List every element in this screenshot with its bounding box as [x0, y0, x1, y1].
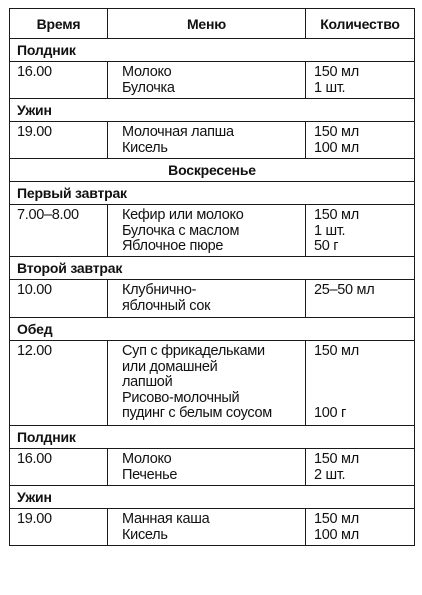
time-cell: 19.00: [10, 122, 108, 158]
menu-item: Клубнично-: [122, 282, 197, 298]
quantity-cell: [306, 280, 414, 317]
header-menu: Меню: [108, 9, 306, 38]
menu-cell: [108, 62, 306, 98]
menu-cell: [108, 341, 306, 425]
time-cell: 19.00: [10, 509, 108, 545]
menu-item: Кисель: [122, 526, 168, 543]
menu-item: Молочная лапша: [122, 124, 234, 140]
menu-item: Булочка: [122, 79, 175, 96]
time-cell: 10.00: [10, 280, 108, 317]
meal-heading: Полдник: [10, 425, 414, 448]
menu-item: или домашней: [122, 358, 218, 375]
menu-item: лапшой: [122, 374, 173, 390]
quantity-cell: [306, 449, 414, 485]
table-row: [10, 448, 414, 485]
menu-item: Молоко: [122, 64, 172, 80]
quantity-cell: [306, 341, 414, 425]
time-cell: 7.00–8.00: [10, 205, 108, 256]
menu-item: пудинг с белым соусом: [122, 405, 272, 421]
time-cell: 12.00: [10, 341, 108, 425]
quantity-value: 100 г: [314, 405, 347, 421]
menu-table: [9, 8, 415, 546]
menu-item: Манная каша: [122, 511, 210, 527]
table-row: [10, 121, 414, 158]
table-header: [10, 9, 414, 38]
menu-item: Кефир или молоко: [122, 207, 244, 223]
quantity-cell: [306, 62, 414, 98]
menu-item: Яблочное пюре: [122, 238, 224, 254]
meal-heading: Первый завтрак: [10, 181, 414, 204]
quantity-value: [314, 360, 414, 376]
quantity-value: 150 мл: [314, 511, 359, 527]
time-cell: 16.00: [10, 449, 108, 485]
header-quantity: Количество: [320, 15, 400, 32]
header-time: Время: [10, 9, 108, 38]
table-row: [10, 204, 414, 256]
menu-cell: [108, 509, 306, 545]
menu-cell: [108, 280, 306, 317]
meal-heading: Второй завтрак: [10, 256, 414, 279]
meal-heading: Ужин: [10, 485, 414, 508]
time-cell: 16.00: [10, 62, 108, 98]
menu-cell: [108, 449, 306, 485]
table-row: [10, 61, 414, 98]
quantity-value: [314, 375, 414, 391]
meal-heading: Ужин: [10, 98, 414, 121]
menu-item: Кисель: [122, 139, 168, 156]
menu-item: яблочный сок: [122, 297, 211, 314]
table-row: [10, 508, 414, 545]
quantity-cell: [306, 509, 414, 545]
table-row: [10, 340, 414, 425]
quantity-value: 2 шт.: [314, 466, 346, 483]
menu-cell: [108, 205, 306, 256]
quantity-value: 1 шт.: [314, 222, 346, 239]
day-heading: Воскресенье: [10, 158, 414, 181]
menu-item: Молоко: [122, 451, 172, 467]
quantity-value: 50 г: [314, 238, 339, 254]
quantity-value: 25–50 мл: [314, 282, 375, 298]
quantity-value: 150 мл: [314, 207, 359, 223]
quantity-value: [314, 391, 414, 407]
quantity-value: 150 мл: [314, 64, 359, 80]
menu-item: Печенье: [122, 466, 178, 483]
menu-cell: [108, 122, 306, 158]
meal-heading: Полдник: [10, 38, 414, 61]
table-body: [10, 38, 414, 545]
quantity-value: 1 шт.: [314, 79, 346, 96]
table-row: [10, 279, 414, 317]
quantity-cell: [306, 122, 414, 158]
menu-item: Суп с фрикадельками: [122, 343, 265, 359]
quantity-value: 100 мл: [314, 139, 359, 156]
quantity-value: 150 мл: [314, 343, 359, 359]
menu-item: Рисово-молочный: [122, 389, 240, 406]
menu-item: Булочка с маслом: [122, 222, 240, 239]
meal-heading: Обед: [10, 317, 414, 340]
quantity-value: 150 мл: [314, 124, 359, 140]
quantity-value: 150 мл: [314, 451, 359, 467]
quantity-cell: [306, 205, 414, 256]
quantity-value: 100 мл: [314, 526, 359, 543]
